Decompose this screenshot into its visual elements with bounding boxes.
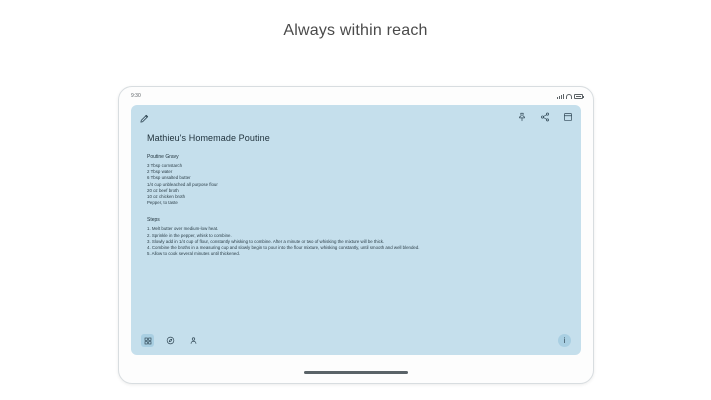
note-canvas[interactable] [131, 105, 581, 355]
grid-icon[interactable] [141, 334, 154, 347]
signal-icon [557, 94, 564, 99]
status-icons [557, 94, 583, 99]
pin-icon[interactable] [516, 111, 527, 122]
share-icon[interactable] [539, 111, 550, 122]
pen-icon[interactable] [139, 111, 150, 122]
steps-heading: Steps [147, 217, 160, 224]
step-line: 4. Combine the broths in a measuring cup and slowly begin to pour into the flour mixture, whisking constantly, until smooth and well blended. [147, 245, 420, 251]
ingredient-line: 1/4 cup unbleached all purpose flour [147, 181, 218, 187]
status-bar [119, 87, 593, 103]
step-line: 3. Slowly add in 1/4 cup of flour, constantly whisking to combine. After a minute or two of whisking the mixture will be thick. [147, 238, 385, 244]
ingredient-line: 6 Tbsp unsalted butter [147, 175, 191, 181]
person-icon[interactable] [187, 334, 200, 347]
step-line: 5. Allow to cook several minutes until thickened. [147, 251, 240, 257]
gravy-section [147, 154, 565, 206]
page-headline: Always within reach [283, 22, 428, 39]
wifi-icon [566, 94, 572, 99]
note-body[interactable] [147, 133, 565, 257]
tablet-device [118, 86, 594, 384]
ingredient-line: 10 oz chicken broth [147, 194, 186, 200]
gravy-heading: Poutine Gravy [147, 154, 179, 160]
note-title: Mathieu's Homemade Poutine [147, 133, 270, 143]
home-indicator[interactable] [304, 371, 408, 374]
step-line: 2. Sprinkle in the pepper, whisk to combine. [147, 232, 232, 238]
ingredient-line: Pepper, to taste [147, 200, 178, 206]
note-footer-right [558, 334, 571, 347]
compass-icon[interactable] [164, 334, 177, 347]
fullscreen-icon[interactable] [562, 111, 573, 122]
status-time: 9:30 [131, 93, 141, 99]
ingredient-line: 2 Tbsp water [147, 169, 173, 175]
ingredient-line: 20 oz beef broth [147, 187, 179, 193]
ingredient-line: 3 Tbsp cornstarch [147, 163, 183, 168]
step-line: 1. Melt butter over medium-low heat. [147, 226, 219, 232]
steps-section [147, 217, 565, 257]
note-footer-tools [141, 334, 200, 347]
note-toolbar [516, 111, 573, 122]
info-icon[interactable]: i [558, 334, 571, 347]
battery-icon [574, 94, 583, 99]
